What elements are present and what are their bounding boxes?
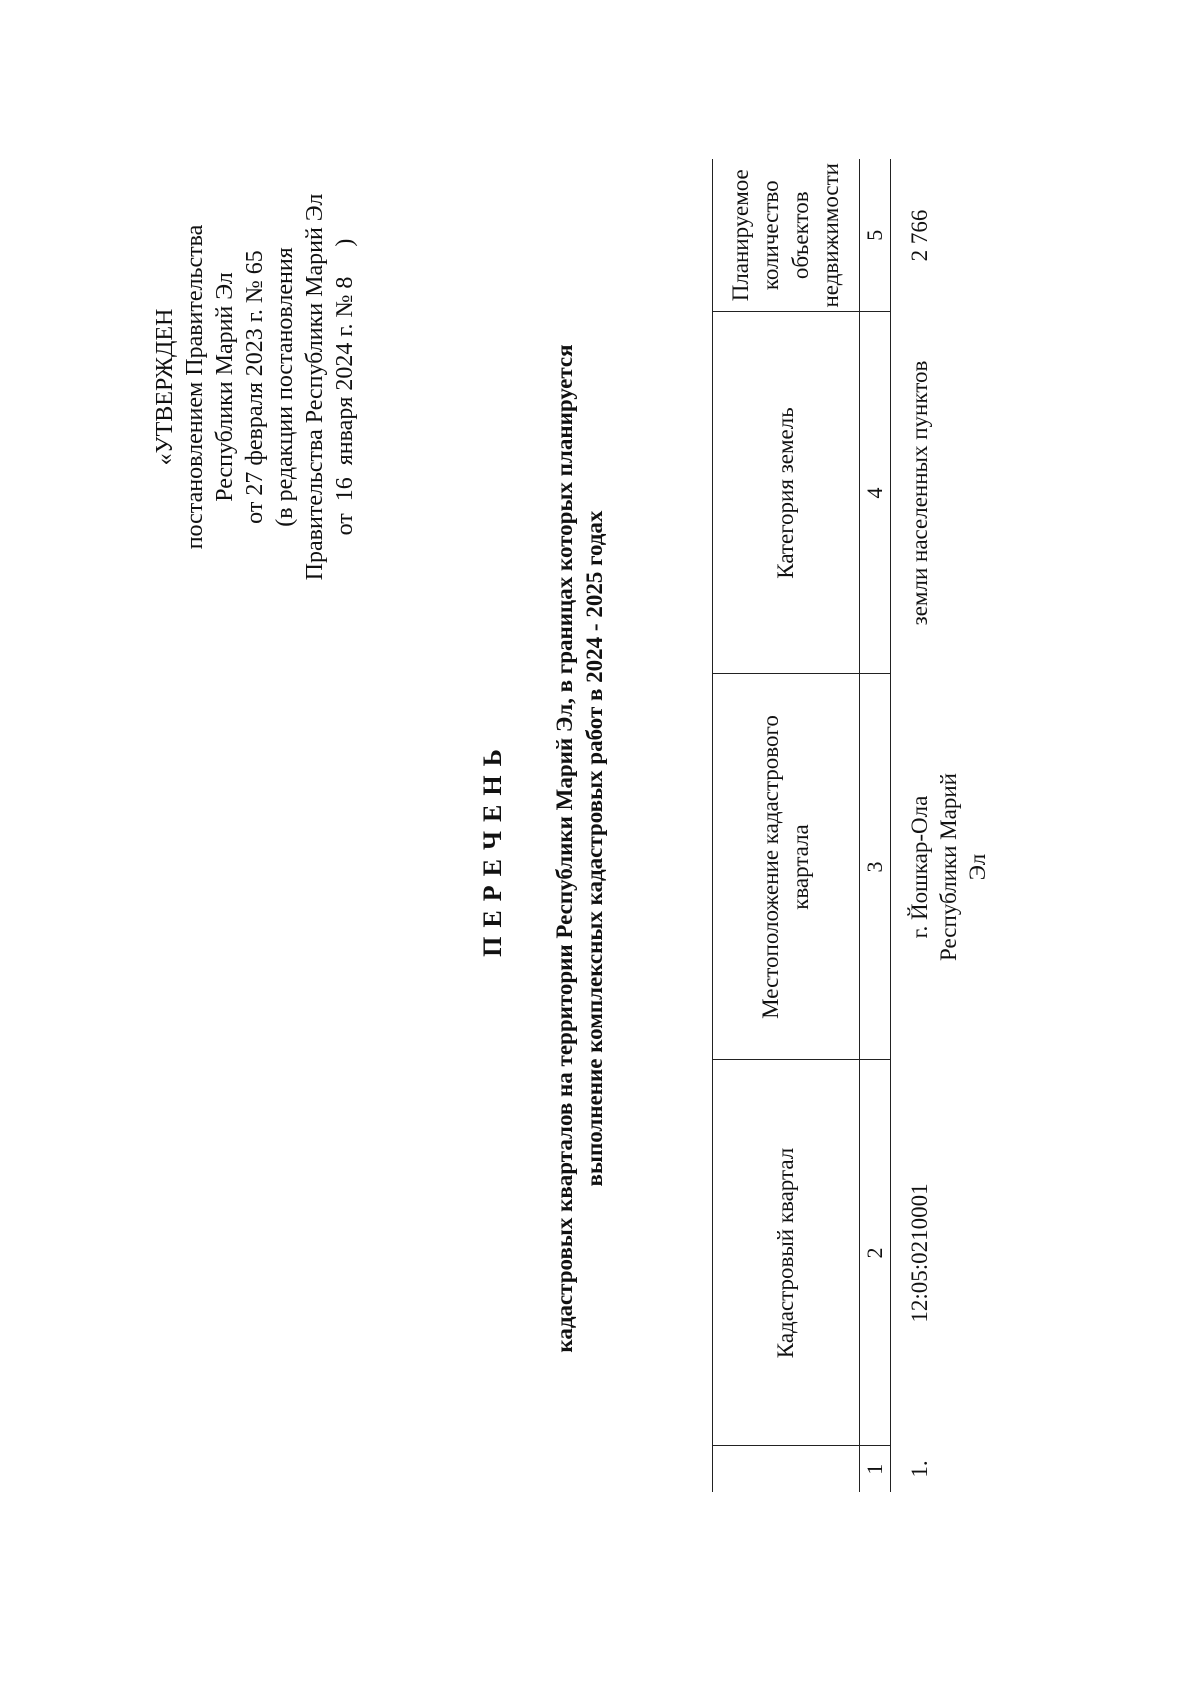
header-planned-count: Планируемое количество объектов недвижимости (713, 159, 860, 312)
row-planned-count: 2 766 (907, 209, 932, 262)
document-subtitle (550, 0, 610, 1697)
table-column-numbers-row (860, 159, 891, 1492)
document-title: ПЕРЕЧЕНЬ (478, 740, 507, 957)
approval-line: (в редакции постановления (272, 247, 298, 527)
column-number: 2 (860, 1060, 891, 1446)
subtitle-line: выполнение комплексных кадастровых работ в 2024 - 2025 годах (582, 510, 607, 1187)
column-number: 1 (860, 1446, 891, 1492)
approval-line: Правительства Республики Марий Эл (302, 193, 328, 581)
approval-line: постановлением Правительства (182, 224, 208, 550)
row-index: 1. (907, 1460, 932, 1478)
cadastral-quarters-table (712, 159, 1023, 1492)
header-location: Местоположение кадастрового квартала (713, 674, 860, 1060)
approval-line: от 16 января 2024 г. № 8 ) (332, 238, 358, 536)
row-land-category: земли населенных пунктов (907, 360, 932, 626)
table-header-row (713, 159, 860, 1492)
approval-stamp (150, 107, 360, 667)
subtitle-line: кадастровых кварталов на территории Республики Марий Эл, в границах которых планируется (552, 344, 577, 1353)
approval-line: от 27 февраля 2023 г. № 65 (242, 250, 268, 524)
approval-line: Республики Марий Эл (212, 272, 238, 502)
column-number: 5 (860, 159, 891, 312)
header-land-category: Категория земель (713, 312, 860, 674)
table-row (891, 159, 1024, 1492)
column-number: 4 (860, 312, 891, 674)
column-number: 3 (860, 674, 891, 1060)
header-cadastral-quarter: Кадастровый квартал (713, 1060, 860, 1446)
row-cadastral-quarter: 12:05:0210001 (907, 1183, 932, 1323)
approval-line: «УТВЕРЖДЕН (152, 308, 178, 466)
row-location: г. Йошкар-Ола Республики Марий Эл (907, 773, 990, 961)
header-index (713, 1446, 860, 1492)
